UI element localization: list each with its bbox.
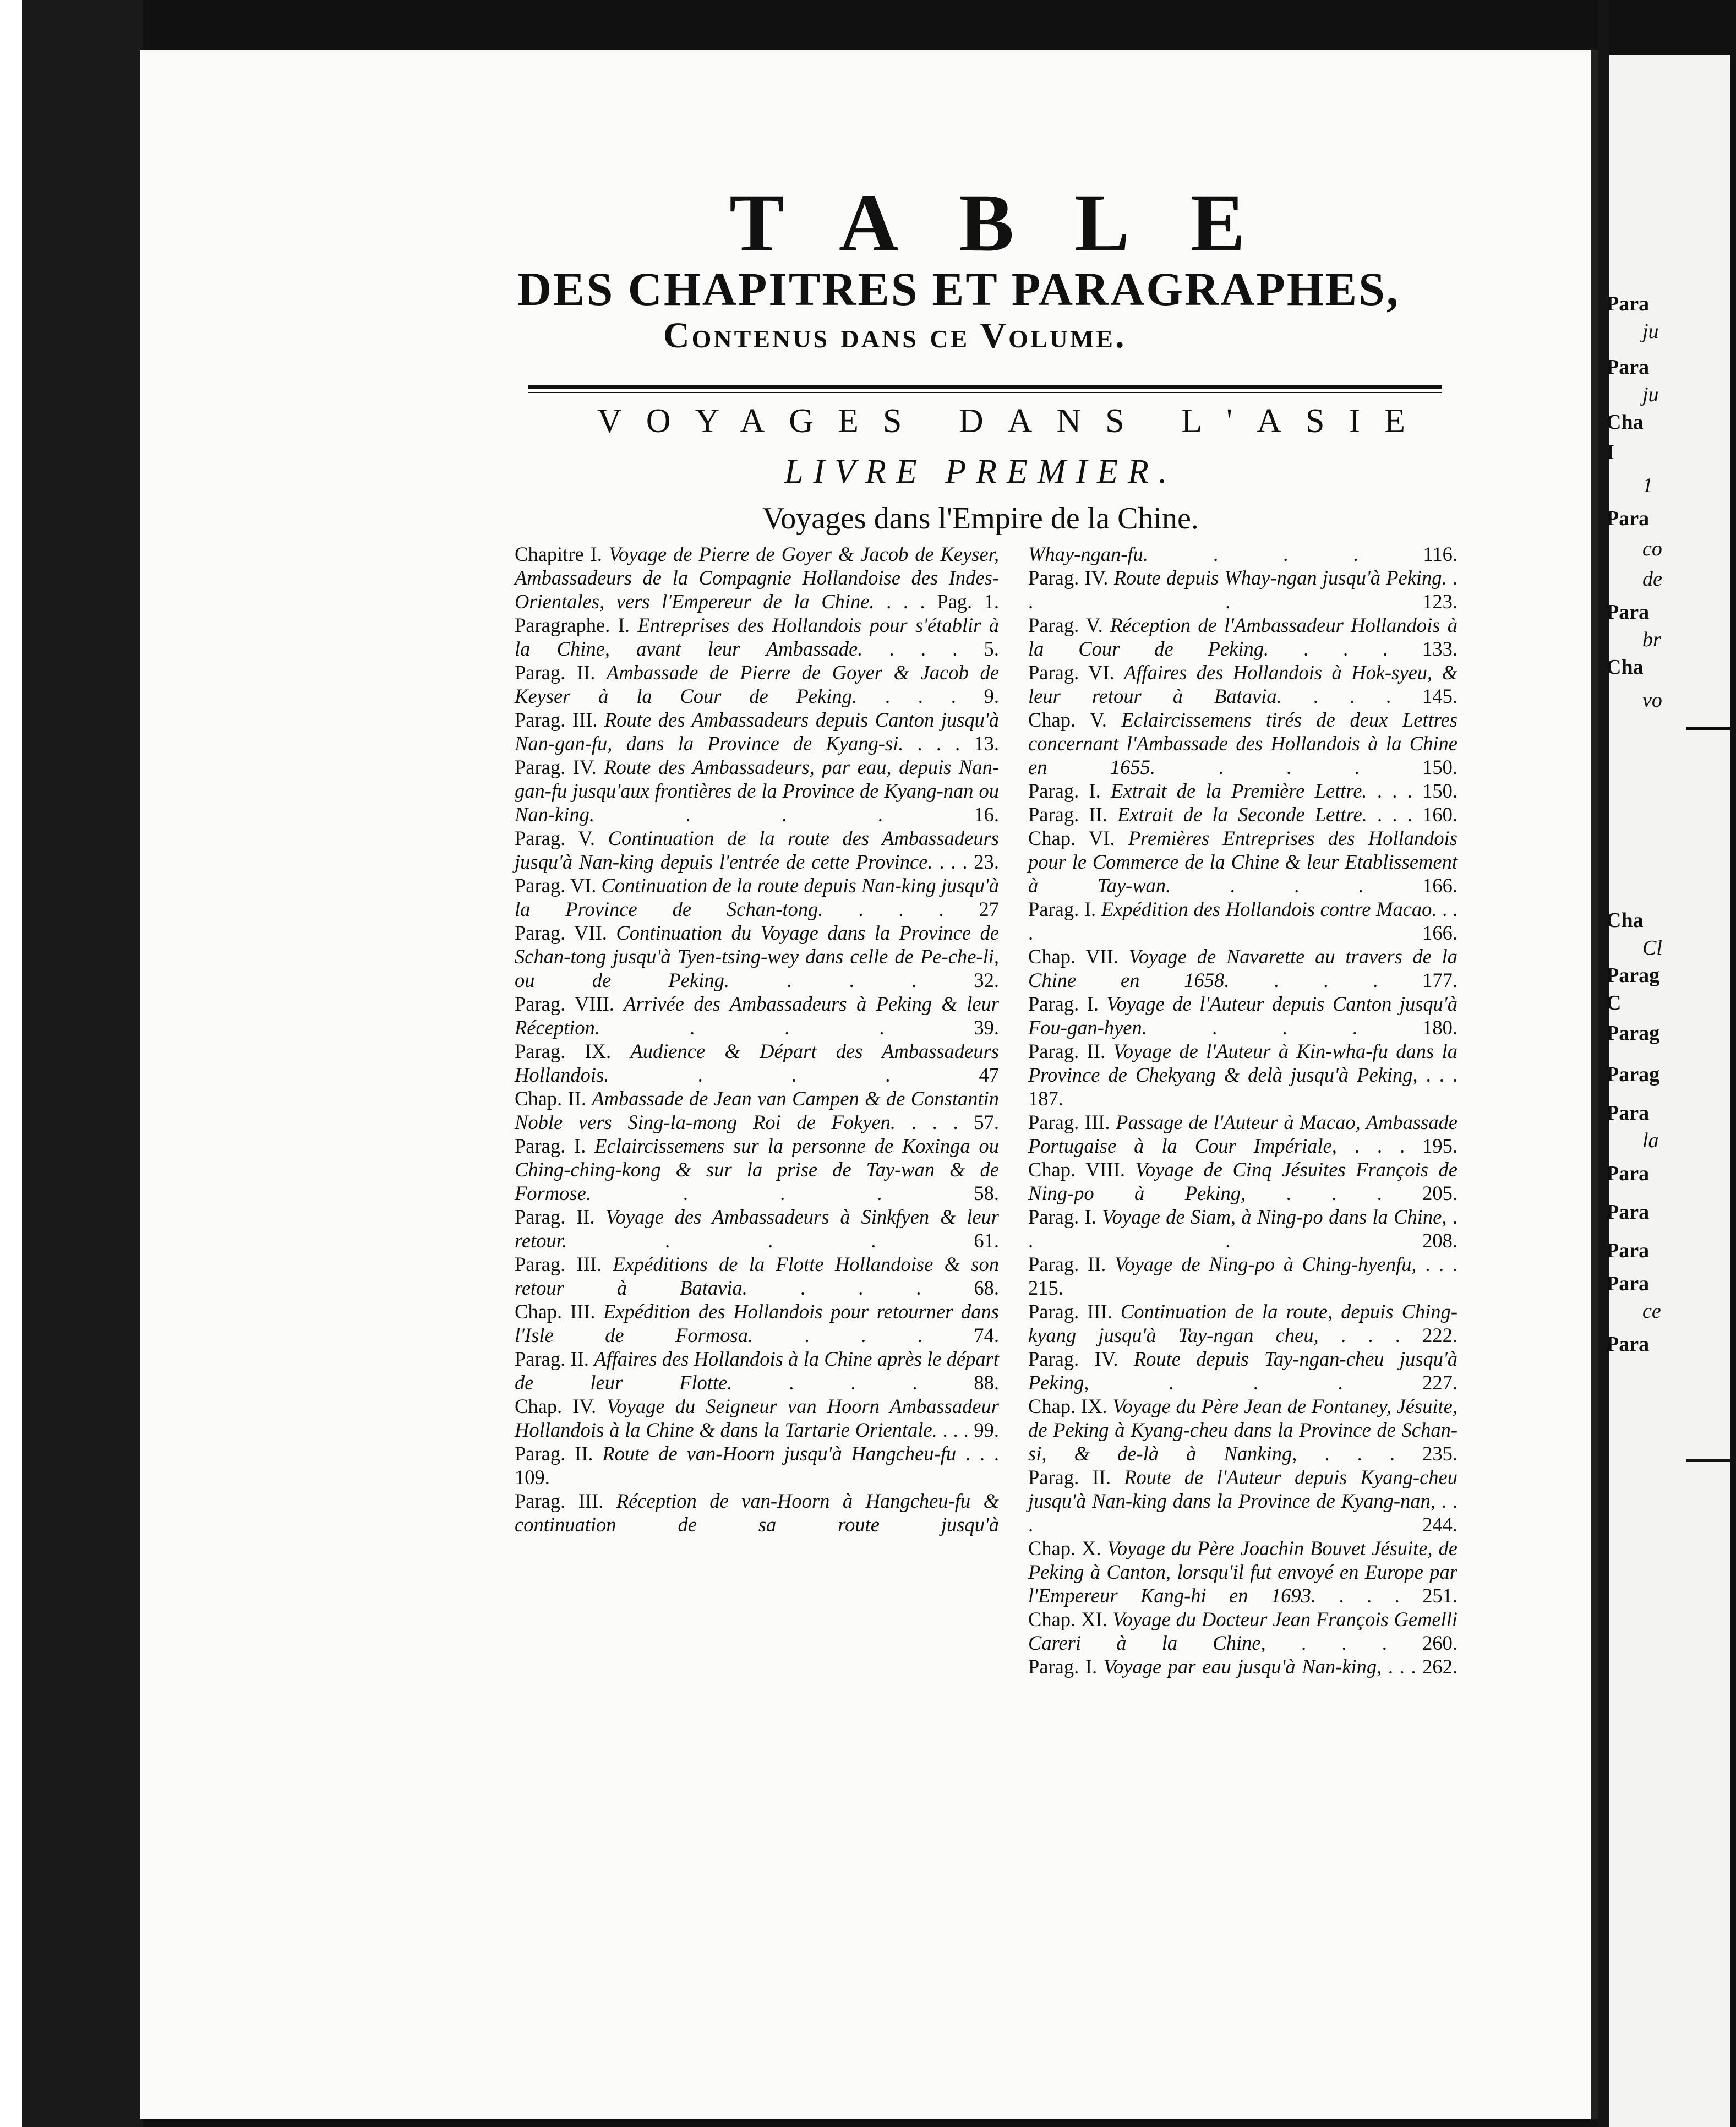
page-subtitle-2: Contenus dans ce Volume. <box>663 315 1127 356</box>
toc-entry <box>515 1087 999 1134</box>
toc-entry-label: Chap. II. <box>515 1087 592 1110</box>
toc-entry <box>1028 1110 1457 1158</box>
toc-entry-page: . . . 195. <box>1354 1135 1458 1157</box>
toc-entry-title: Continuation de la route, depuis Ching-kyang jusqu'à Tay-ngan cheu, <box>1028 1300 1457 1346</box>
toc-entry-title: Voyage du Seigneur van Hoorn Ambassadeur Hollandois à la Chine & dans la Tartarie Orientale. <box>515 1395 999 1441</box>
toc-entry-page: . . . 145. <box>1313 685 1457 707</box>
toc-entry-page: . . . 166. <box>1230 874 1457 897</box>
toc-entry-title: Voyage de Pierre de Goyer & Jacob de Keyser, Ambassadeurs de la Compagnie Hollandoise des Indes-Orientales, vers l'Empereur de la Chine. <box>515 543 999 613</box>
toc-entry-page: . . . 208. <box>1028 1206 1457 1252</box>
toc-entry-title: Audience & Départ des Ambassadeurs Hollandois. <box>515 1040 999 1086</box>
toc-entry-page: . . . 74. <box>804 1324 999 1346</box>
adjacent-page-rule <box>1686 727 1736 730</box>
toc-entry <box>515 1300 999 1347</box>
toc-entry <box>1028 1300 1457 1347</box>
book-spine-shadow <box>22 0 143 2127</box>
adjacent-page-rule <box>1686 1459 1736 1462</box>
toc-entry-title: Whay-ngan-fu. <box>1028 543 1213 565</box>
toc-entry-label: Parag. IV. <box>1028 1348 1134 1370</box>
book-heading: LIVRE PREMIER. <box>784 453 1177 490</box>
adjacent-page-text: Para <box>1606 1101 1650 1125</box>
toc-entry-title: Voyage de Cinq Jésuites François de Ning-po à Peking, <box>1028 1158 1457 1204</box>
toc-entry-page: . . . 99. <box>942 1419 1000 1441</box>
toc-entry-title: Route depuis Whay-ngan jusqu'à Peking. <box>1113 566 1453 589</box>
adjacent-page-text: Cha <box>1606 411 1644 434</box>
toc-entry-label: Parag. I. <box>1028 779 1111 802</box>
toc-entry-page: . . . 32. <box>787 969 999 991</box>
adjacent-page-text: I <box>1606 441 1614 464</box>
toc-entry-label: Chap. III. <box>515 1300 604 1323</box>
toc-entry <box>515 1489 999 1536</box>
toc-entry-page: . . . Pag. 1. <box>886 590 999 613</box>
toc-entry-title: Eclaircissemens tirés de deux Lettres concernant l'Ambassade des Hollandois à la Chine en 1655. <box>1028 708 1457 778</box>
adjacent-page-text: Parag <box>1606 964 1660 987</box>
toc-entry-label: Chap. VIII. <box>1028 1158 1136 1181</box>
toc-entry-page: . . . 68. <box>800 1277 999 1299</box>
toc-entry <box>515 1134 999 1205</box>
toc-entry-title: Entreprises des Hollandois pour s'établir à la Chine, avant leur Ambassade. <box>515 614 999 660</box>
adjacent-page-text: 1 <box>1642 474 1653 497</box>
toc-entry-label: Parag. II. <box>1028 1040 1113 1062</box>
toc-entry-page: . . . 27 <box>858 898 999 920</box>
toc-entry-page: . . . 133. <box>1303 637 1458 660</box>
toc-entry-label: Chap. V. <box>1028 708 1122 731</box>
toc-entry-page: . . . 88. <box>789 1371 1000 1394</box>
toc-entry-title: Voyage du Père Jean de Fontaney, Jésuite, de Peking à Kyang-cheu dans la Province de Schan-si, & de-là à Nanking, <box>1028 1395 1457 1465</box>
toc-right-column <box>1028 542 1457 1678</box>
toc-entry-label: Parag. VI. <box>1028 661 1124 684</box>
toc-entry-title: Voyage par eau jusqu'à Nan-king, <box>1103 1655 1388 1678</box>
toc-entry-label: Parag. III. <box>515 708 605 731</box>
toc-entry-label: Chap. IX. <box>1028 1395 1113 1417</box>
toc-entry-label: Chap. VII. <box>1028 945 1129 968</box>
toc-entry-title: Voyage du Père Joachin Bouvet Jésuite, de Peking à Canton, lorsqu'il fut envoyé en Europe par l'Empereur Kang-hi en 1693. <box>1028 1537 1457 1607</box>
adjacent-page-text: Para <box>1606 507 1650 530</box>
toc-entry-page: . . . 180. <box>1212 1016 1458 1039</box>
toc-entry-label: Parag. IV. <box>1028 566 1114 589</box>
toc-entry <box>1028 897 1457 945</box>
toc-entry-page: . . . 16. <box>685 803 1000 826</box>
toc-entry-title: Ambassade de Jean van Campen & de Constantin Noble vers Sing-la-mong Roi de Fokyen. <box>515 1087 999 1133</box>
toc-entry-label: Parag. V. <box>515 827 608 849</box>
toc-entry-label: Parag. III. <box>515 1490 616 1512</box>
toc-entry <box>1028 1039 1457 1110</box>
adjacent-page-text: ju <box>1642 383 1659 406</box>
adjacent-page-text: Parag <box>1606 1022 1660 1045</box>
section-heading: Voyages dans l'Empire de la Chine. <box>762 501 1199 536</box>
toc-entry <box>1028 779 1457 803</box>
toc-entry <box>515 992 999 1039</box>
toc-entry <box>515 921 999 992</box>
toc-entry <box>1028 1655 1457 1678</box>
adjacent-page-text: Para <box>1606 1272 1650 1295</box>
toc-entry-label: Parag. II. <box>1028 1253 1115 1275</box>
toc-entry-title: Expéditions de la Flotte Hollandoise & son retour à Batavia. <box>515 1253 999 1299</box>
toc-entry-title: Voyage des Ambassadeurs à Sinkfyen & leur retour. <box>515 1206 999 1252</box>
toc-entry-label: Parag. III. <box>1028 1111 1116 1133</box>
toc-entry-label: Chap. X. <box>1028 1537 1107 1559</box>
adjacent-page-text: Para <box>1606 1162 1650 1185</box>
page-subtitle: DES CHAPITRES ET PARAGRAPHES, <box>517 263 1400 315</box>
toc-entry-label: Parag. II. <box>515 661 607 684</box>
toc-entry-title: Voyage de l'Auteur depuis Canton jusqu'à Fou-gan-hyen. <box>1028 992 1457 1039</box>
toc-entry-label: Parag. II. <box>515 1442 603 1465</box>
toc-entry <box>515 708 999 755</box>
toc-entry-title: Passage de l'Auteur à Macao, Ambassade Portugaise à la Cour Impériale, <box>1028 1111 1457 1157</box>
toc-entry-page: . . . 260. <box>1301 1632 1458 1654</box>
adjacent-page-text: Cha <box>1606 656 1644 679</box>
toc-entry <box>1028 613 1457 661</box>
toc-entry-label: Chap. IV. <box>515 1395 607 1417</box>
toc-entry-title: Continuation de la route depuis Nan-king jusqu'à la Province de Schan-tong. <box>515 874 999 920</box>
toc-entry <box>1028 566 1457 613</box>
adjacent-page-text: co <box>1642 537 1662 560</box>
toc-entry-page: . . . 5. <box>889 637 1000 660</box>
toc-entry-title: Expédition des Hollandois contre Macao. <box>1101 898 1443 920</box>
adjacent-page-text: C <box>1606 991 1622 1015</box>
toc-entry-title: Voyage de l'Auteur à Kin-wha-fu dans la Province de Chekyang & delà jusqu'à Peking, <box>1028 1040 1457 1086</box>
toc-entry <box>1028 803 1457 826</box>
toc-entry-page: . . . 150. <box>1377 779 1457 802</box>
toc-entry-page: . . . 123. <box>1028 566 1457 613</box>
toc-entry-page: . . . 177. <box>1274 969 1458 991</box>
toc-entry <box>515 826 999 874</box>
toc-entry-title: Continuation du Voyage dans la Province de Schan-tong jusqu'à Tyen-tsing-wey dans celle de Pe-che-li, ou de Peking. <box>515 921 999 991</box>
toc-entry <box>1028 945 1457 992</box>
toc-entry-label: Parag. VII. <box>515 921 616 944</box>
adjacent-page-text: Para <box>1606 1239 1650 1262</box>
toc-entry <box>1028 1536 1457 1607</box>
toc-entry-title: Arrivée des Ambassadeurs à Peking & leur Réception. <box>515 992 999 1039</box>
toc-entry-label: Paragraphe. I. <box>515 614 638 636</box>
adjacent-page-text: Para <box>1606 292 1650 315</box>
toc-entry-page: . . . 58. <box>683 1182 1000 1204</box>
toc-entry-label: Parag. I. <box>1028 898 1101 920</box>
toc-entry <box>515 661 999 708</box>
toc-entry-page: . . . 205. <box>1286 1182 1458 1204</box>
toc-entry-title: Affaires des Hollandois à la Chine après le départ de leur Flotte. <box>515 1348 1000 1394</box>
toc-entry-label: Chap. XI. <box>1028 1608 1113 1630</box>
toc-entry <box>1028 542 1457 566</box>
toc-entry-label: Parag. I. <box>515 1135 595 1157</box>
toc-entry <box>515 1252 999 1300</box>
toc-entry-label: Parag. II. <box>1028 803 1118 826</box>
adjacent-page-text: Cl <box>1642 936 1662 959</box>
toc-entry-label: Parag. IX. <box>515 1040 631 1062</box>
toc-entry-page: . . . 23. <box>939 850 1000 873</box>
adjacent-page-text: Para <box>1606 1333 1650 1356</box>
toc-entry-label: Parag. I. <box>1028 1655 1104 1678</box>
heading-rule <box>528 385 1442 389</box>
toc-entry-title: Extrait de la Seconde Lettre. <box>1117 803 1378 826</box>
toc-entry-label: Chapitre I. <box>515 543 609 565</box>
toc-entry <box>1028 826 1457 897</box>
toc-entry <box>515 613 999 661</box>
toc-entry <box>515 1394 999 1442</box>
toc-entry-title: Réception de l'Ambassadeur Hollandois à la Cour de Peking. <box>1028 614 1457 660</box>
toc-entry <box>515 1442 999 1489</box>
toc-entry-title: Voyage de Navarette au travers de la Chine en 1658. <box>1028 945 1457 991</box>
toc-entry <box>1028 1347 1457 1394</box>
toc-entry-title: Réception de van-Hoorn à Hangcheu-fu & continuation de sa route jusqu'à <box>515 1490 1000 1536</box>
toc-entry <box>515 874 999 921</box>
adjacent-page <box>1606 55 1730 2127</box>
toc-entry <box>515 755 999 826</box>
toc-left-column <box>515 542 999 1536</box>
toc-entry-page: . . . 13. <box>917 732 1000 755</box>
toc-entry-title: Voyage de Ning-po à Ching-hyenfu, <box>1115 1253 1426 1275</box>
page-title: TABLE <box>729 177 1306 269</box>
toc-entry-label: Parag. IV. <box>515 756 604 778</box>
toc-entry-title: Voyage du Docteur Jean François Gemelli Careri à la Chine, <box>1028 1608 1458 1654</box>
toc-entry-title: Route des Ambassadeurs, par eau, depuis Nan-gan-fu jusqu'aux frontières de la Province de Kyang-nan ou Nan-king. <box>515 756 999 826</box>
toc-entry-title: Premières Entreprises des Hollandois pour le Commerce de la Chine & leur Etablissement à Tay-wan. <box>1028 827 1457 897</box>
toc-entry <box>1028 661 1457 708</box>
adjacent-page-text: ce <box>1642 1300 1661 1323</box>
adjacent-page-text: Cha <box>1606 909 1644 932</box>
toc-entry-page: . . . 222. <box>1340 1324 1457 1346</box>
toc-entry-page: . . . 251. <box>1339 1584 1458 1607</box>
toc-entry <box>515 1347 999 1394</box>
adjacent-page-text: vo <box>1642 689 1662 712</box>
heading-rule-thin <box>528 392 1442 393</box>
toc-entry-title: Route depuis Tay-ngan-cheu jusqu'à Peking, <box>1028 1348 1457 1394</box>
toc-entry <box>1028 708 1457 779</box>
toc-entry-page: . . . 150. <box>1218 756 1458 778</box>
toc-entry <box>1028 1465 1457 1536</box>
adjacent-page-text: ju <box>1642 320 1659 343</box>
toc-entry-page: . . . 61. <box>664 1229 999 1252</box>
adjacent-page-text: Para <box>1606 601 1650 624</box>
toc-entry <box>1028 1252 1457 1300</box>
toc-entry <box>1028 1205 1457 1252</box>
adjacent-page-text: de <box>1642 568 1662 591</box>
toc-entry <box>1028 1607 1457 1655</box>
toc-entry-page: . . . 39. <box>690 1016 999 1039</box>
toc-entry-label: Parag. II. <box>515 1348 594 1370</box>
toc-entry-label: Parag. III. <box>515 1253 613 1275</box>
toc-entry-label: Chap. VI. <box>1028 827 1128 849</box>
toc-entry-page: . . . 227. <box>1169 1371 1458 1394</box>
toc-entry <box>1028 1158 1457 1205</box>
toc-entry-title: Expédition des Hollandois pour retourner dans l'Isle de Formosa. <box>515 1300 999 1346</box>
toc-entry-label: Parag. V. <box>1028 614 1111 636</box>
toc-entry-label: Parag. I. <box>1028 992 1107 1015</box>
toc-entry-title: Ambassade de Pierre de Goyer & Jacob de Keyser à la Cour de Peking. <box>515 661 999 707</box>
toc-entry-label: Parag. II. <box>515 1206 606 1228</box>
toc-entry-label: Parag. VI. <box>515 874 602 897</box>
toc-entry <box>1028 992 1457 1039</box>
toc-entry-title: Extrait de la Première Lettre. <box>1111 779 1377 802</box>
part-heading: VOYAGES DANS L'ASIE <box>597 402 1429 440</box>
adjacent-page-text: Para <box>1606 1201 1650 1224</box>
toc-entry-page: . . . 215. <box>1028 1253 1457 1299</box>
toc-entry-page: . . . 9. <box>885 685 1000 707</box>
toc-entry-title: Route de van-Hoorn jusqu'à Hangcheu-fu <box>602 1442 965 1465</box>
toc-entry-page: . . . 160. <box>1377 803 1457 826</box>
toc-entry-title: Continuation de la route des Ambassadeurs jusqu'à Nan-king depuis l'entrée de cette Province. <box>515 827 1000 873</box>
toc-entry-label: Parag. II. <box>1028 1466 1124 1488</box>
toc-entry-page: . . . 109. <box>515 1442 999 1488</box>
toc-entry <box>1028 1394 1457 1465</box>
toc-entry-page: . . . 47 <box>697 1064 999 1086</box>
toc-entry-title: Voyage de Siam, à Ning-po dans la Chine, <box>1102 1206 1453 1228</box>
toc-entry <box>515 542 999 613</box>
toc-entry-page: . . . 116. <box>1213 543 1457 565</box>
toc-entry-page: . . . 262. <box>1388 1655 1457 1678</box>
toc-entry-page: . . . 244. <box>1028 1490 1457 1536</box>
adjacent-page-text: la <box>1642 1129 1659 1152</box>
page-edge <box>1591 50 1598 2119</box>
toc-entry-title: Eclaircissemens sur la personne de Koxinga ou Ching-ching-kong & sur la prise de Tay-wan & de Formose. <box>515 1135 999 1204</box>
adjacent-page-text: Para <box>1606 356 1650 379</box>
toc-entry-page: . . . 187. <box>1028 1064 1457 1110</box>
scan-border <box>0 0 22 2127</box>
toc-entry-title: Route de l'Auteur depuis Kyang-cheu jusqu'à Nan-king dans la Province de Kyang-nan, <box>1028 1466 1457 1512</box>
toc-entry-page: . . . 57. <box>911 1111 1000 1133</box>
toc-entry <box>515 1205 999 1252</box>
toc-entry <box>515 1039 999 1087</box>
adjacent-page-text: br <box>1642 628 1661 651</box>
toc-entry-label: Parag. I. <box>1028 1206 1102 1228</box>
toc-entry-page: . . . 166. <box>1028 898 1458 944</box>
toc-entry-title: Route des Ambassadeurs depuis Canton jusqu'à Nan-gan-fu, dans la Province de Kyang-si. <box>515 708 999 755</box>
toc-entry-label: Parag. VIII. <box>515 992 624 1015</box>
toc-entry-title: Affaires des Hollandois à Hok-syeu, & leur retour à Batavia. <box>1028 661 1457 707</box>
adjacent-page-text: Parag <box>1606 1063 1660 1086</box>
toc-entry-label: Parag. III. <box>1028 1300 1121 1323</box>
toc-entry-page: . . . 235. <box>1324 1442 1457 1465</box>
